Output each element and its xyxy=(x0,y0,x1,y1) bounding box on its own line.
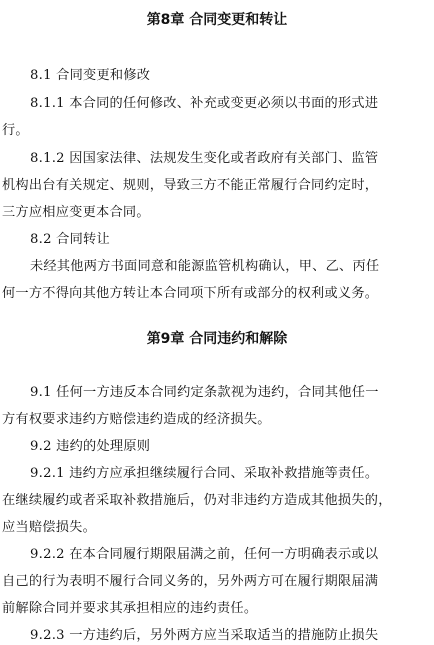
paragraph-line: 行。 xyxy=(2,123,29,138)
paragraph-line: 机构出台有关规定、规则，导致三方不能正常履行合同约定时， xyxy=(2,178,379,193)
chapter-8-heading: 第8章 合同变更和转让 xyxy=(146,12,288,28)
section-8-2-heading: 8.2 合同转让 xyxy=(30,232,110,247)
paragraph-line: 应当赔偿损失。 xyxy=(2,520,97,535)
paragraph-line: 方有权要求违约方赔偿违约造成的经济损失。 xyxy=(2,412,271,427)
paragraph-line: 9.1 任何一方违反本合同约定条款视为违约，合同其他任一 xyxy=(30,385,379,400)
paragraph-line: 9.2.2 在本合同履行期限届满之前，任何一方明确表示或以 xyxy=(30,547,379,562)
chapter-9-heading: 第9章 合同违约和解除 xyxy=(146,331,288,347)
paragraph-line: 三方应相应变更本合同。 xyxy=(2,205,150,220)
section-8-1-heading: 8.1 合同变更和修改 xyxy=(30,68,151,83)
paragraph-line: 何一方不得向其他方转让本合同项下所有或部分的权利或义务。 xyxy=(2,286,379,301)
paragraph-line: 9.2.3 一方违约后，另外两方应当采取适当的措施防止损失 xyxy=(30,628,379,643)
paragraph-line: 8.1.2 因国家法律、法规发生变化或者政府有关部门、监管 xyxy=(30,151,379,166)
paragraph-line: 8.1.1 本合同的任何修改、补充或变更必须以书面的形式进 xyxy=(30,96,379,111)
paragraph-line: 9.2.1 违约方应承担继续履行合同、采取补救措施等责任。 xyxy=(30,466,379,481)
paragraph-line: 自己的行为表明不履行合同义务的，另外两方可在履行期限届满 xyxy=(2,574,379,589)
paragraph-line: 前解除合同并要求其承担相应的违约责任。 xyxy=(2,601,258,616)
paragraph-line: 未经其他两方书面同意和能源监管机构确认，甲、乙、丙任 xyxy=(30,259,380,274)
section-9-2-heading: 9.2 违约的处理原则 xyxy=(30,439,151,454)
paragraph-line: 在继续履约或者采取补救措施后，仍对非违约方造成其他损失的， xyxy=(2,493,392,508)
